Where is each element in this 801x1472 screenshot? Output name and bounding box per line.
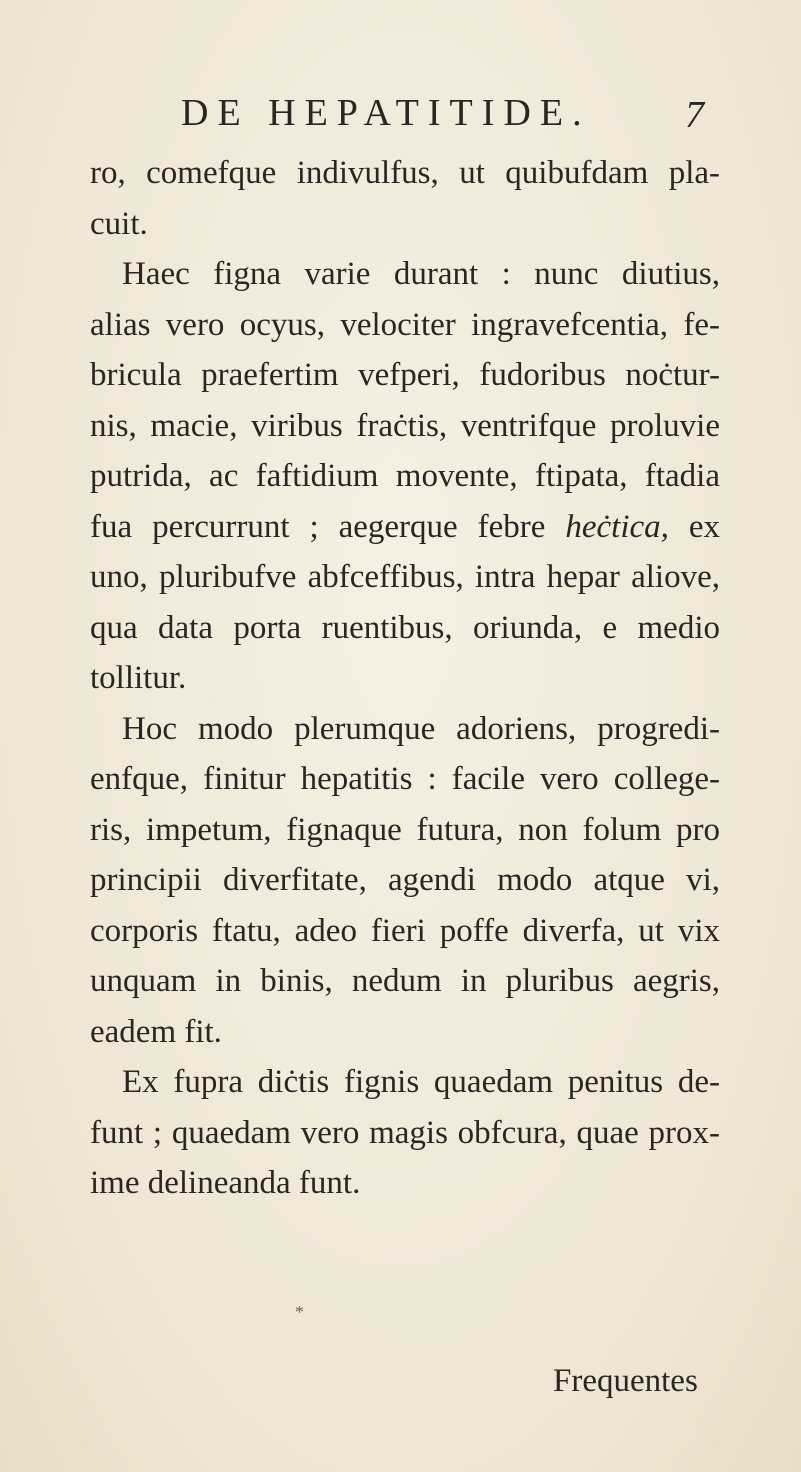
text-line: qua data porta ruentibus, oriunda, e medio (90, 609, 720, 646)
text-line: bricula praefertim vefperi, fudoribus noċtur- (90, 357, 720, 393)
text-line: ris, impetum, fignaque futura, non folum pro (90, 811, 720, 848)
page-header (0, 88, 801, 138)
page-number: 7 (685, 94, 704, 136)
text-line: funt ; quaedam vero magis obfcura, quae prox- (90, 1114, 720, 1151)
text-line: corporis ftatu, adeo fieri poffe diverfa, ut vix (90, 912, 720, 949)
text-line: Hoc modo plerumque adoriens, progredi- (122, 710, 720, 747)
text-line: cuit. (90, 205, 148, 242)
text-line: ro, comefque indivulfus, ut quibufdam pla- (90, 155, 720, 191)
text-line: principii diverfitate, agendi modo atque vi, (90, 862, 720, 898)
text-line: nis, macie, viribus fraċtis, ventrifque proluvie (90, 407, 720, 444)
text-line: Ex fupra diċtis fignis quaedam penitus de- (122, 1064, 720, 1100)
text-line: unquam in binis, nedum in pluribus aegris, (90, 963, 720, 999)
text-line: uno, pluribufve abfceffibus, intra hepar aliove, (90, 559, 720, 595)
text-line: tollitur. (90, 660, 187, 696)
line-segment: fua percurrunt ; aegerque febre (90, 508, 566, 545)
body-text (90, 148, 720, 1209)
text-line: ime delineanda funt. (90, 1165, 361, 1201)
text-line: putrida, ac faftidium movente, ftipata, ftadia (90, 458, 720, 494)
text-line: alias vero ocyus, velociter ingravefcentia, fe- (90, 306, 720, 343)
line-segment: ex (668, 508, 720, 545)
text-line (90, 502, 720, 553)
catchword: Frequentes (553, 1363, 698, 1399)
running-title: DE HEPATITIDE. (181, 92, 591, 134)
text-line: Haec figna varie durant : nunc diutius, (122, 256, 720, 292)
text-line: eadem fit. (90, 1013, 222, 1050)
italic-term: heċtica, (565, 508, 669, 545)
signature-mark: * (295, 1302, 304, 1322)
text-line: enfque, finitur hepatitis : facile vero college- (90, 761, 720, 797)
